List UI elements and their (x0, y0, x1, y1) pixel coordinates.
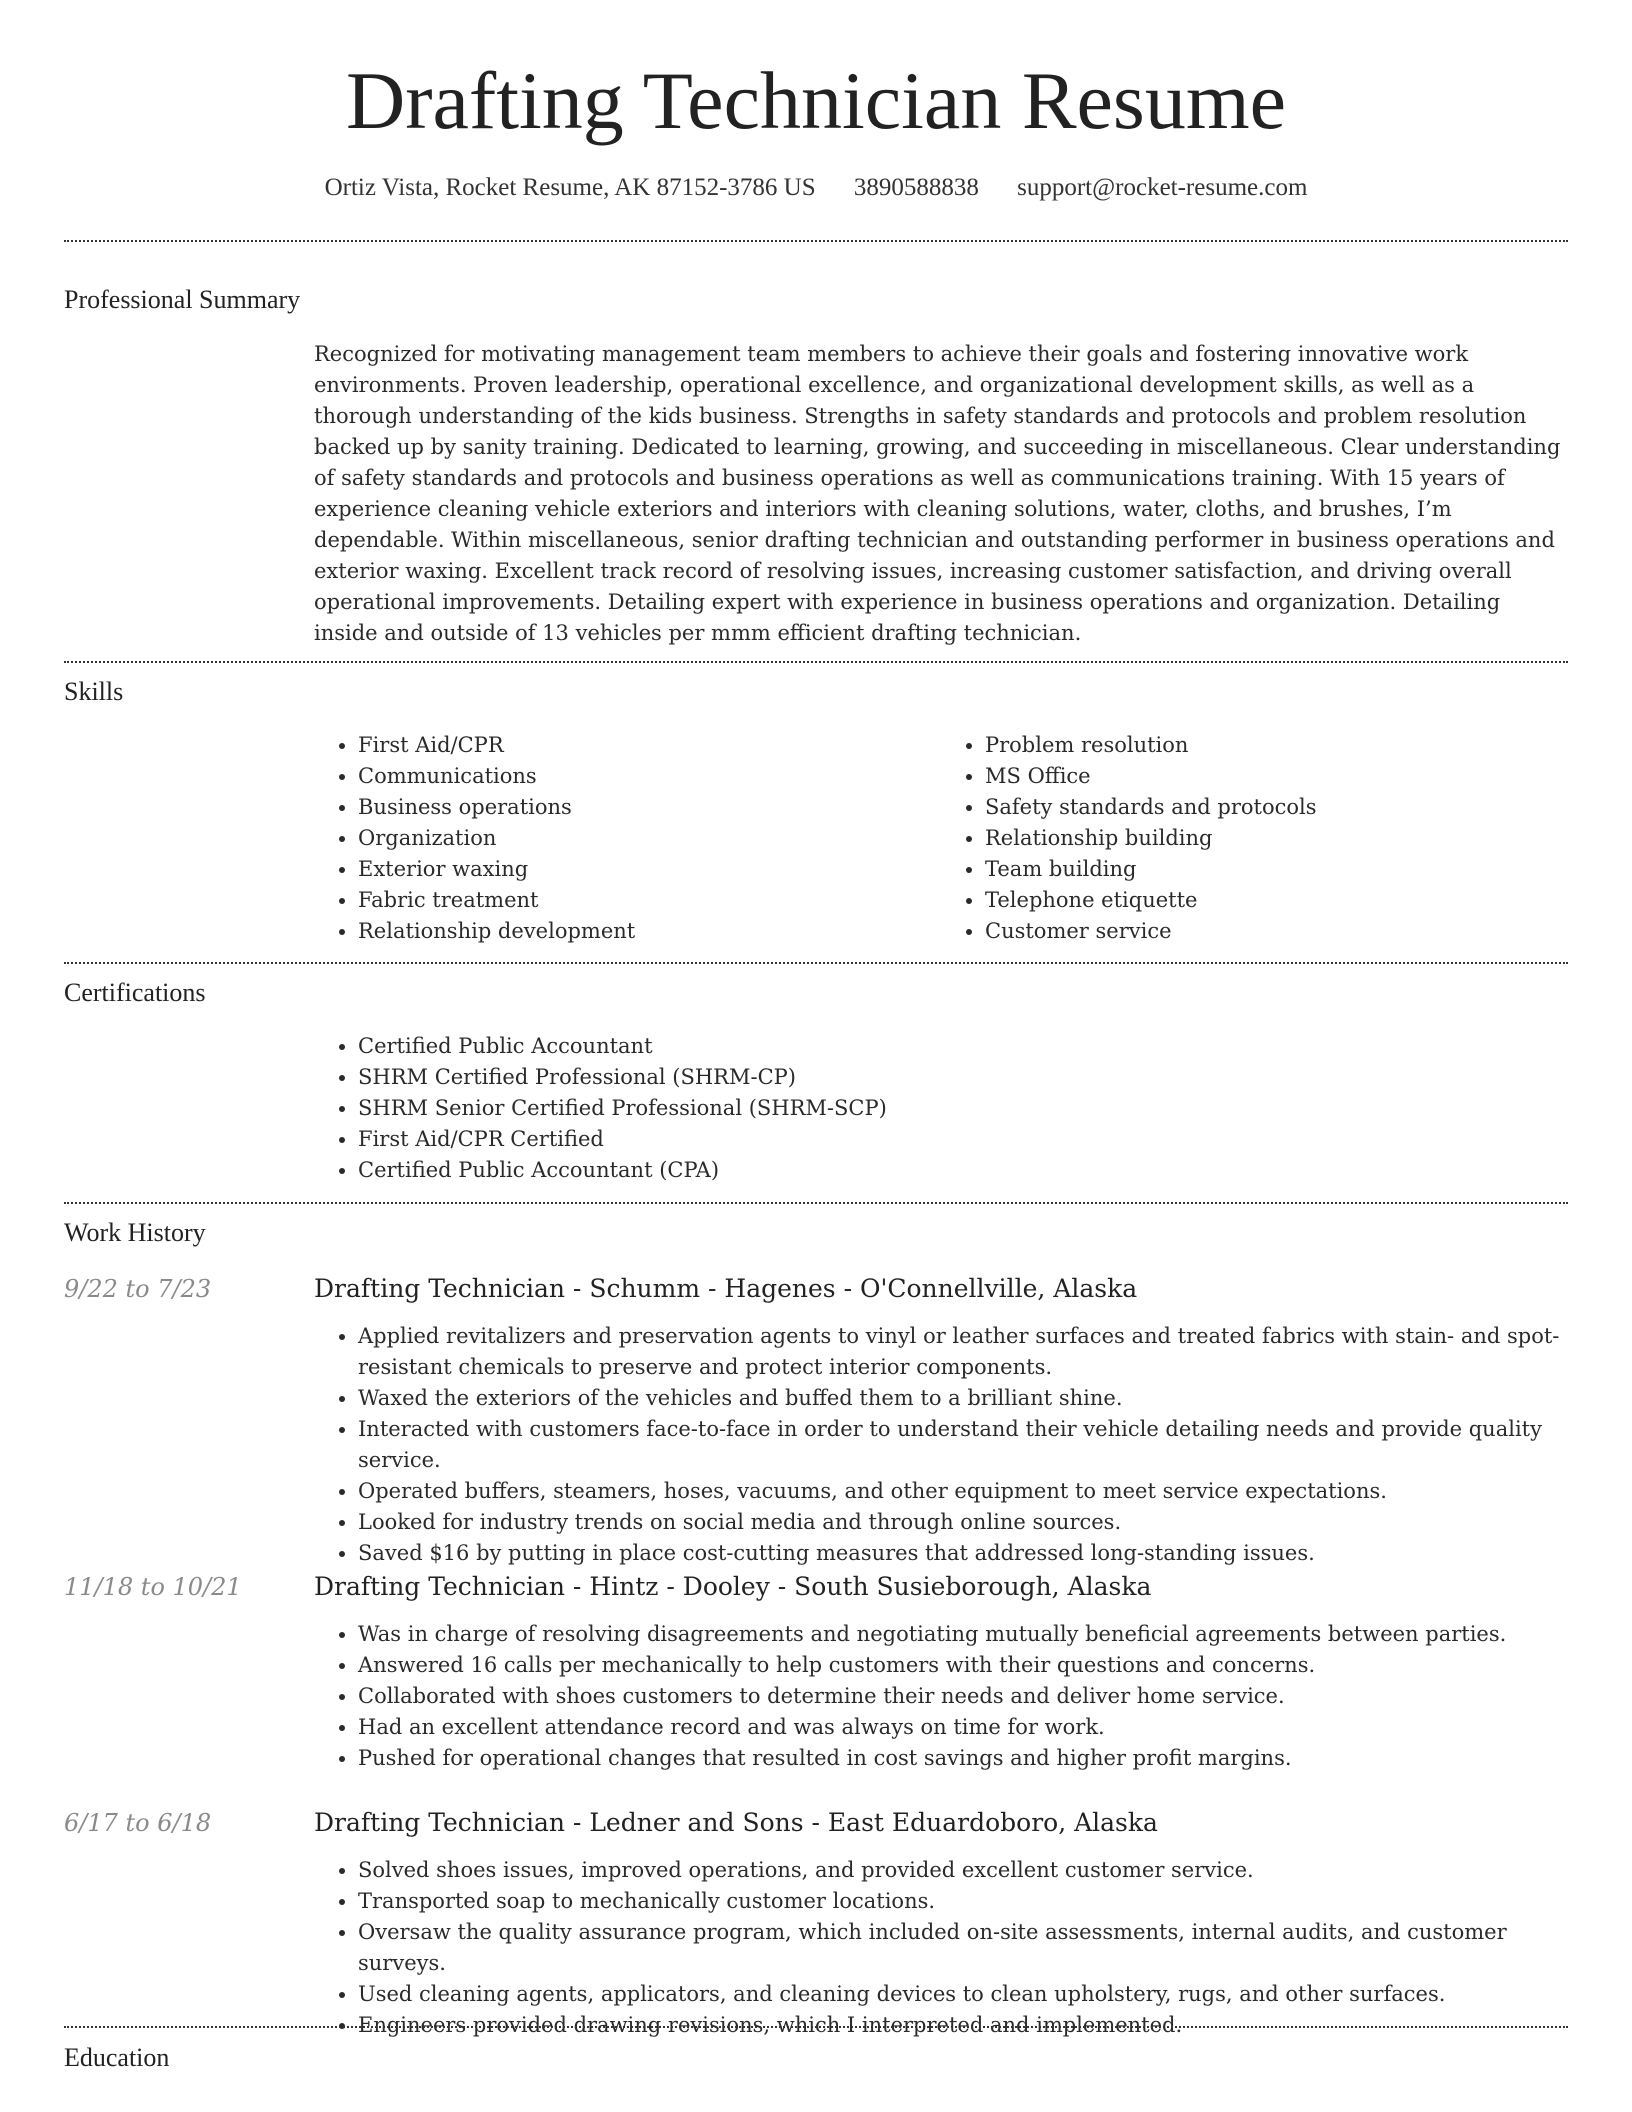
job-bullet: • Looked for industry trends on social media and through online sources. (358, 1507, 1568, 1538)
job-dates: 6/17 to 6/18 (64, 1809, 212, 1837)
job-bullet: • Pushed for operational changes that resulted in cost savings and higher profit margins. (358, 1743, 1568, 1774)
certification-item: • Certified Public Accountant (CPA) (358, 1155, 1568, 1186)
job-dates: 11/18 to 10/21 (64, 1573, 242, 1601)
section-divider (64, 962, 1568, 964)
education-heading: Education (64, 2043, 170, 2072)
skill-item: • Relationship development (358, 916, 941, 947)
job-bullet: • Was in charge of resolving disagreements and negotiating mutually beneficial agreements between parties. (358, 1619, 1568, 1650)
work-history-heading: Work History (64, 1218, 206, 1247)
skill-item: • Organization (358, 823, 941, 854)
skill-item: • Customer service (985, 916, 1568, 947)
job-bullet: • Applied revitalizers and preservation agents to vinyl or leather surfaces and treated fabrics with stain- and spot-resistant chemicals to preserve and protect interior components. (358, 1321, 1568, 1383)
job-bullet: • Waxed the exteriors of the vehicles and buffed them to a brilliant shine. (358, 1383, 1568, 1414)
summary-heading: Professional Summary (64, 285, 301, 314)
job-bullet: • Used cleaning agents, applicators, and cleaning devices to clean upholstery, rugs, and other surfaces. (358, 1979, 1568, 2010)
skill-item: • Exterior waxing (358, 854, 941, 885)
skill-item: • Relationship building (985, 823, 1568, 854)
certification-item: • SHRM Senior Certified Professional (SHRM-SCP) (358, 1093, 1568, 1124)
skill-item: • Safety standards and protocols (985, 792, 1568, 823)
skill-item: • Business operations (358, 792, 941, 823)
job-bullet: • Interacted with customers face-to-face in order to understand their vehicle detailing needs and provide quality service. (358, 1414, 1568, 1476)
skill-item: • Fabric treatment (358, 885, 941, 916)
job-bullets (314, 1619, 1568, 1774)
skills-column-left (314, 730, 941, 947)
job-bullet: • Collaborated with shoes customers to determine their needs and deliver home service. (358, 1681, 1568, 1712)
summary-section (314, 339, 1568, 649)
job-title: Drafting Technician - Schumm - Hagenes - O'Connellville, Alaska (314, 1274, 1138, 1303)
job-bullet: • Solved shoes issues, improved operations, and provided excellent customer service. (358, 1855, 1568, 1886)
job-bullet: • Answered 16 calls per mechanically to help customers with their questions and concerns. (358, 1650, 1568, 1681)
section-divider (64, 240, 1568, 242)
skill-item: • Telephone etiquette (985, 885, 1568, 916)
summary-text: Recognized for motivating management team members to achieve their goals and fostering innovative work environments. Proven leadership, operational excellence, and organizational development skills, as well as a thorough understanding of the kids business. Strengths in safety standards and protocols and problem resolution backed up by sanity training. Dedicated to learning, growing, and succeeding in miscellaneous. Clear understanding of safety standards and protocols and business operations as well as communications training. With 15 years of experience cleaning vehicle exteriors and interiors with cleaning solutions, water, cloths, and brushes, I’m dependable. Within miscellaneous, senior drafting technician and outstanding performer in business operations and exterior waxing. Excellent track record of resolving issues, increasing customer satisfaction, and driving overall operational improvements. Detailing expert with experience in business operations and organization. Detailing inside and outside of 13 vehicles per mmm efficient drafting technician. (314, 342, 1561, 645)
contact-address: Ortiz Vista, Rocket Resume, AK 87152-3786 US (324, 174, 816, 201)
resume-title: Drafting Technician Resume (346, 55, 1286, 146)
job-bullet: • Had an excellent attendance record and was always on time for work. (358, 1712, 1568, 1743)
contact-line (0, 170, 1632, 206)
skills-list (314, 730, 1568, 947)
section-divider (64, 661, 1568, 663)
skill-item: • Problem resolution (985, 730, 1568, 761)
certification-item: • First Aid/CPR Certified (358, 1124, 1568, 1155)
job-title: Drafting Technician - Hintz - Dooley - South Susieborough, Alaska (314, 1572, 1152, 1601)
job-bullets (314, 1321, 1568, 1569)
skills-heading: Skills (64, 677, 124, 706)
certification-item: • Certified Public Accountant (358, 1031, 1568, 1062)
contact-email: support@rocket-resume.com (1017, 174, 1308, 201)
skill-item: • MS Office (985, 761, 1568, 792)
skills-column-right (941, 730, 1568, 947)
skill-item: • Team building (985, 854, 1568, 885)
section-divider (64, 1202, 1568, 1204)
section-divider (64, 2026, 1568, 2028)
job-title: Drafting Technician - Ledner and Sons - East Eduardoboro, Alaska (314, 1808, 1158, 1837)
certification-item: • SHRM Certified Professional (SHRM-CP) (358, 1062, 1568, 1093)
job-bullet: • Saved $16 by putting in place cost-cutting measures that addressed long-standing issues. (358, 1538, 1568, 1569)
job-bullets (314, 1855, 1568, 2041)
skill-item: • First Aid/CPR (358, 730, 941, 761)
skill-item: • Communications (358, 761, 941, 792)
job-bullet: • Operated buffers, steamers, hoses, vacuums, and other equipment to meet service expectations. (358, 1476, 1568, 1507)
job-dates: 9/22 to 7/23 (64, 1275, 212, 1303)
contact-phone: 3890588838 (853, 174, 979, 201)
job-bullet: • Transported soap to mechanically customer locations. (358, 1886, 1568, 1917)
job-bullet: • Engineers provided drawing revisions, which I interpreted and implemented. (358, 2010, 1568, 2041)
certifications-list (314, 1031, 1568, 1186)
certifications-heading: Certifications (64, 978, 206, 1007)
job-bullet: • Oversaw the quality assurance program, which included on-site assessments, internal audits, and customer surveys. (358, 1917, 1568, 1979)
